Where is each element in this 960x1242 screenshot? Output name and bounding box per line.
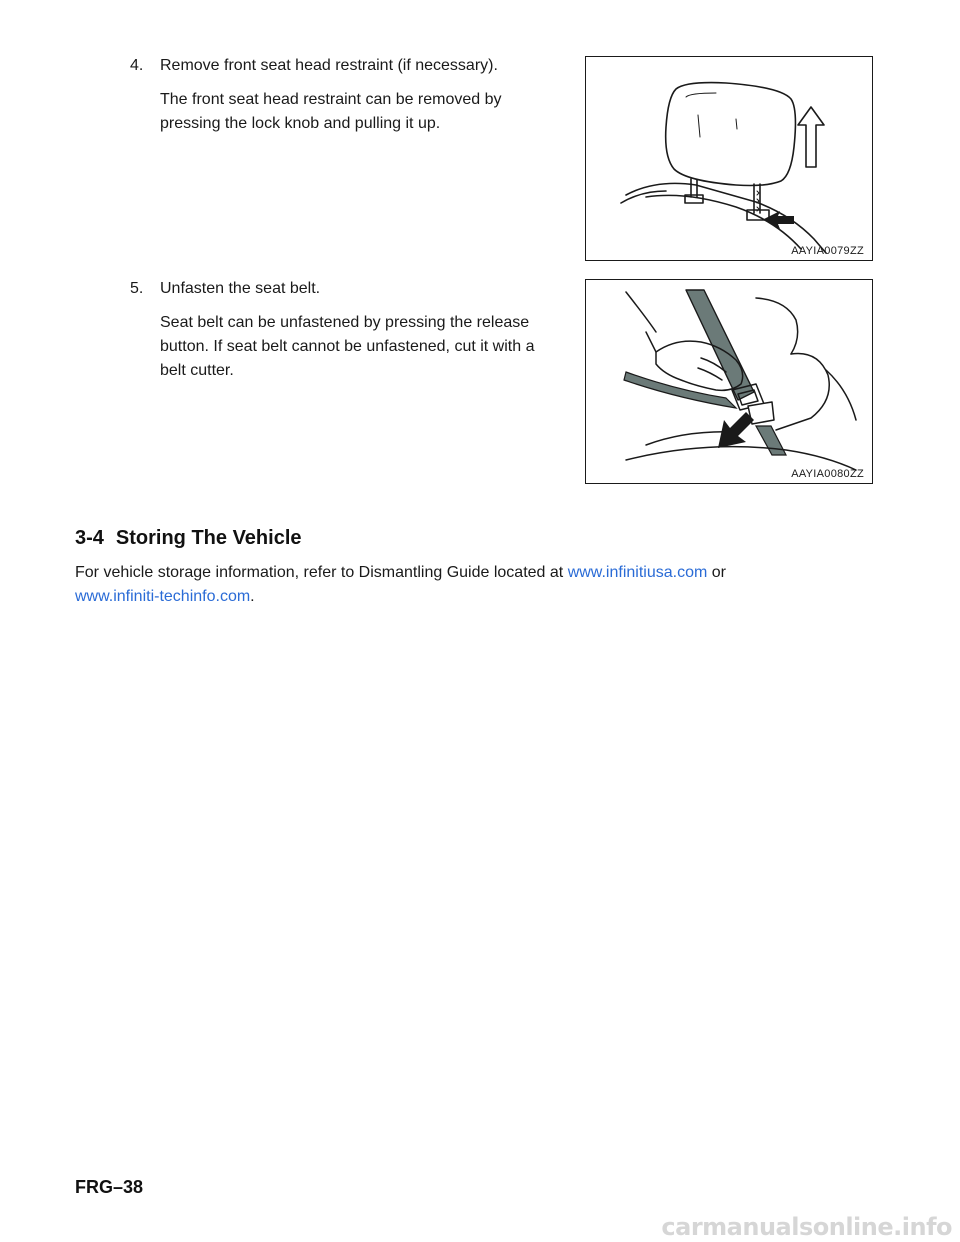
watermark: carmanualsonline.info bbox=[661, 1213, 952, 1241]
section-title: Storing The Vehicle bbox=[115, 527, 302, 549]
seat-belt-illustration bbox=[586, 280, 873, 484]
step-title: Remove front seat head restraint (if necessary). bbox=[160, 57, 498, 74]
figure-code: AAYIA0079ZZ bbox=[791, 245, 864, 257]
paragraph-text: or bbox=[707, 564, 726, 581]
step-body: Seat belt can be unfastened by pressing the release button. If seat belt cannot be unfastened, cut it with a belt cutter. bbox=[160, 314, 535, 379]
step-number: 5. bbox=[130, 280, 144, 297]
section-paragraph bbox=[75, 561, 835, 609]
page-number: FRG–38 bbox=[75, 1177, 144, 1197]
seat-belt-figure bbox=[585, 279, 873, 484]
figure-code: AAYIA0080ZZ bbox=[791, 468, 864, 480]
step-body: The front seat head restraint can be removed by pressing the lock knob and pulling it up. bbox=[160, 91, 502, 132]
section-heading bbox=[75, 527, 302, 550]
section-number: 3-4 bbox=[75, 527, 104, 549]
infiniti-techinfo-link[interactable]: www.infiniti-techinfo.com bbox=[75, 588, 251, 605]
paragraph-text: . bbox=[250, 588, 255, 605]
head-restraint-illustration bbox=[586, 57, 873, 261]
step-title: Unfasten the seat belt. bbox=[160, 280, 321, 297]
paragraph-text: For vehicle storage information, refer to Dismantling Guide located at bbox=[75, 564, 568, 581]
step-number: 4. bbox=[130, 57, 144, 74]
head-restraint-figure bbox=[585, 56, 873, 261]
infinitiusa-link[interactable]: www.infinitiusa.com bbox=[567, 564, 708, 581]
